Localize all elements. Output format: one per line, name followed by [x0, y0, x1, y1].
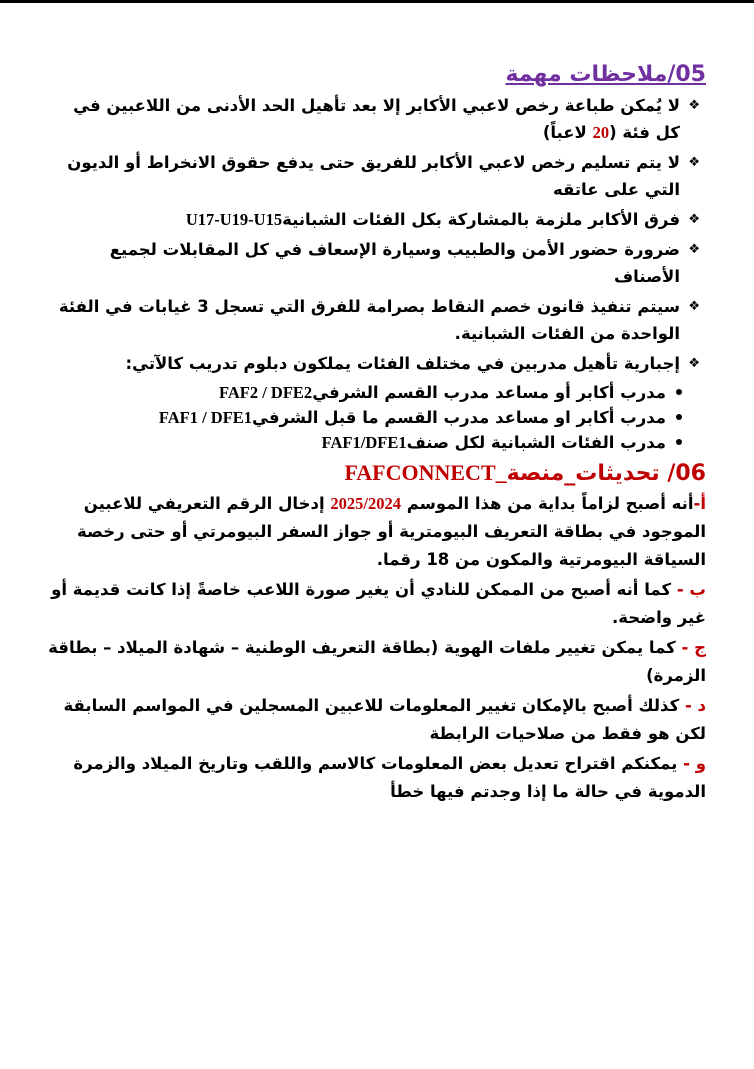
section-05-heading: 05/ملاحظات مهمة	[505, 62, 706, 87]
diamond-bullet-icon: ❖	[688, 98, 700, 113]
update-item	[48, 634, 706, 690]
note-item	[48, 149, 706, 203]
note-text: فرق الأكابر ملزمة بالمشاركة بكل الفئات الشبانية	[282, 210, 680, 229]
trainer-item	[48, 430, 706, 455]
item-text: يمكنكم اقتراح تعديل بعض المعلومات كالاسم واللقب وتاريخ الميلاد والزمرة الدموية في حالة ما إذا وجدتم فيها خطأ	[73, 754, 706, 801]
update-item	[48, 750, 706, 806]
document-page	[48, 58, 706, 808]
item-letter: ج -	[681, 638, 706, 657]
bullet-dot-icon	[676, 389, 682, 395]
category-codes: U17-U19-U15	[185, 210, 283, 229]
update-item	[48, 576, 706, 632]
note-item	[48, 293, 706, 347]
important-notes-list	[48, 92, 706, 377]
diamond-bullet-icon: ❖	[688, 242, 700, 257]
trainer-item	[48, 380, 706, 405]
update-item	[48, 692, 706, 748]
item-letter: ب -	[676, 580, 706, 599]
section-06-title: 06/ تحديثات_منصة	[506, 461, 706, 486]
trainer-text: مدرب أكابر أو مساعد مدرب القسم الشرفي	[312, 383, 666, 402]
item-letter: د -	[684, 696, 706, 715]
diploma-code: FAF1/DFE1	[321, 433, 407, 452]
diamond-bullet-icon: ❖	[688, 299, 700, 314]
trainer-requirements-list	[48, 380, 706, 455]
diamond-bullet-icon: ❖	[688, 356, 700, 371]
note-text: إجبارية تأهيل مدربين في مختلف الفئات يملكون دبلوم تدريب كالآتي:	[125, 354, 680, 373]
note-text: لا يُمكن طباعة رخص لاعبي الأكابر إلا بعد تأهيل الحد الأدنى من اللاعبين في كل فئة (	[73, 96, 680, 142]
bullet-dot-icon	[676, 439, 682, 445]
season-label: 2025/2024	[330, 494, 401, 513]
platform-name: FAFCONNECT_	[344, 460, 507, 485]
diploma-code: FAF1 / DFE1	[158, 408, 253, 427]
note-text: لا يتم تسليم رخص لاعبي الأكابر للفريق حتى يدفع حقوق الانخراط أو الديون التي على عاتقه	[67, 153, 680, 199]
top-border-line	[0, 0, 754, 3]
diamond-bullet-icon: ❖	[688, 212, 700, 227]
item-letter: و -	[683, 754, 706, 773]
note-text: سيتم تنفيذ قانون خصم النقاط بصرامة للفرق التي تسجل 3 غيابات في الفئة الواحدة من الفئات الشبانية.	[58, 297, 680, 343]
section-06-heading	[48, 457, 706, 490]
note-text-end: لاعباً)	[542, 123, 593, 142]
bullet-dot-icon	[676, 414, 682, 420]
trainer-text: مدرب أكابر او مساعد مدرب القسم ما قبل الشرفي	[252, 408, 666, 427]
note-item	[48, 92, 706, 146]
note-item	[48, 206, 706, 233]
diploma-code: FAF2 / DFE2	[219, 383, 313, 402]
item-text: كذلك أصبح بالإمكان تغيير المعلومات للاعبين المسجلين في المواسم السابقة لكن هو فقط من صلاحيات الرابطة	[63, 696, 706, 743]
trainer-item	[48, 405, 706, 430]
item-text-end: إدخال الرقم التعريفي للاعبين الموجود في بطاقة التعريف البيومترية أو جواز السفر البيومرتي أو حتى رخصة السياقة البيومرتية والمكون من 18 رقما.	[76, 494, 706, 569]
item-text: كما يمكن تغيير ملفات الهوية (بطاقة التعريف الوطنية – شهادة الميلاد – بطاقة الزمرة)	[48, 638, 706, 685]
note-item	[48, 236, 706, 290]
item-letter: أ-	[693, 494, 706, 513]
note-number: 20	[592, 123, 610, 142]
update-item	[48, 490, 706, 574]
diamond-bullet-icon: ❖	[688, 155, 700, 170]
trainer-text: مدرب الفئات الشبانية لكل صنف	[406, 433, 666, 452]
item-text: أنه أصبح لزاماً بداية من هذا الموسم	[400, 494, 694, 513]
note-item	[48, 350, 706, 377]
item-text: كما أنه أصبح من الممكن للنادي أن يغير صورة اللاعب خاصةً إذا كانت قديمة أو غير واضحة.	[51, 580, 706, 627]
note-text: ضرورة حضور الأمن والطبيب وسيارة الإسعاف في كل المقابلات لجميع الأصناف	[109, 240, 680, 286]
